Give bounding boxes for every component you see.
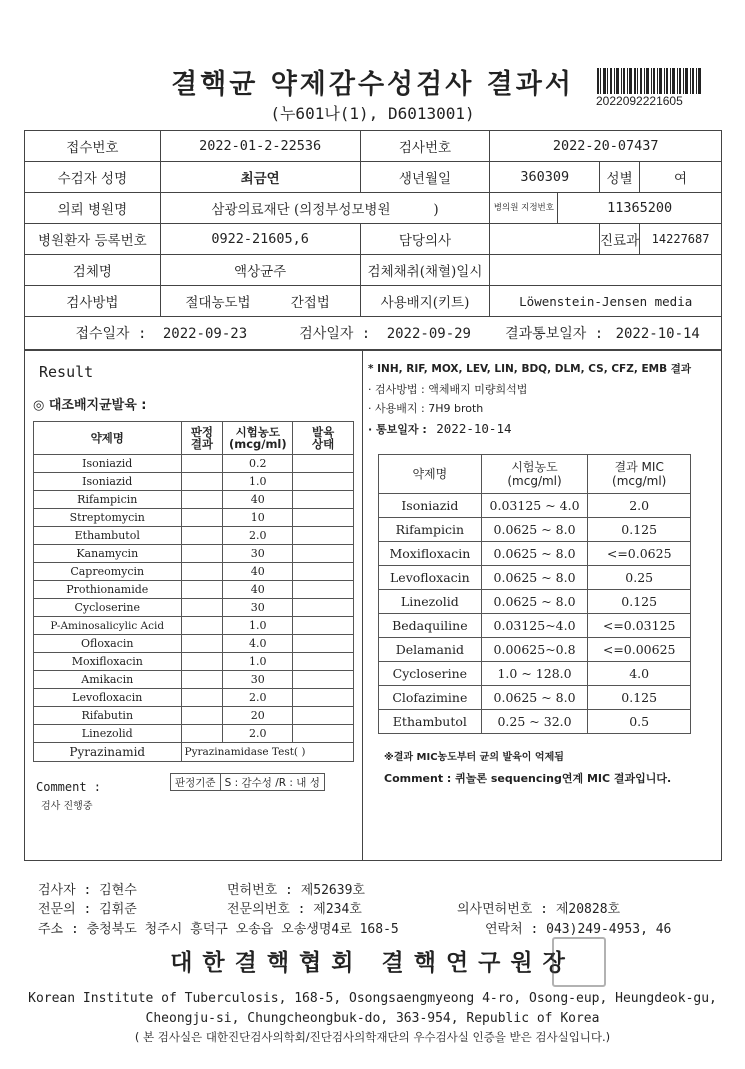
mic-drug-cell: Ethambutol xyxy=(379,710,482,734)
specialist: 전문의 : 김휘준 xyxy=(38,902,137,917)
pza-test: Pyrazinamidase Test( ) xyxy=(181,743,354,762)
specimen-label: 검체명 xyxy=(25,255,161,286)
concentration-cell: 1.0 xyxy=(223,617,293,635)
birth-label: 생년월일 xyxy=(360,162,490,193)
judgement-cell xyxy=(181,671,223,689)
report-date-label: 결과통보일자 : xyxy=(505,326,604,342)
control-growth-label: ◎ 대조배지균발육 : xyxy=(33,398,147,413)
pza-drug: Pyrazinamid xyxy=(34,743,182,762)
mic-concentration-cell: 0.0625 ~ 8.0 xyxy=(481,686,588,710)
growth-cell xyxy=(293,653,354,671)
mic-drug-cell: Clofazimine xyxy=(379,686,482,710)
method-value xyxy=(160,286,360,317)
drug-cell: Rifabutin xyxy=(34,707,182,725)
judgement-cell xyxy=(181,689,223,707)
growth-cell xyxy=(293,617,354,635)
specialist-number: 전문의번호 : 제234호 xyxy=(227,902,362,917)
contact: 연락처 : 043)249-4953, 46 xyxy=(485,922,672,937)
drug-cell: Linezolid xyxy=(34,725,182,743)
table-row xyxy=(34,617,354,635)
barcode xyxy=(597,68,701,94)
growth-cell xyxy=(293,635,354,653)
barcode-number: 2022092221605 xyxy=(596,94,683,108)
header-table xyxy=(24,130,722,350)
table-row xyxy=(34,689,354,707)
table-row xyxy=(379,662,691,686)
drug-cell: Kanamycin xyxy=(34,545,182,563)
criteria-box xyxy=(170,773,325,791)
judgement-cell xyxy=(181,599,223,617)
concentration-cell: 40 xyxy=(223,581,293,599)
growth-cell xyxy=(293,473,354,491)
judgement-cell xyxy=(181,527,223,545)
left-comment-text: 검사 진행중 xyxy=(41,801,93,812)
reg-no: 0922-21605,6 xyxy=(160,224,360,255)
tester: 검사자 : 김현수 xyxy=(38,883,137,898)
liquid-report-date-label: · 통보일자 : xyxy=(368,422,427,436)
concentration-cell: 30 xyxy=(223,671,293,689)
english-address-1: Korean Institute of Tuberculosis, 168-5, Osongsaengmyeong 4-ro, Osong-eup, Heungdeok-gu, xyxy=(28,991,717,1006)
mic-drug-cell: Moxifloxacin xyxy=(379,542,482,566)
drug-cell: Rifampicin xyxy=(34,491,182,509)
table-row xyxy=(34,509,354,527)
medium-value: Löwenstein-Jensen media xyxy=(490,286,722,317)
table-row xyxy=(34,707,354,725)
sex-value: 여 xyxy=(640,162,722,193)
table-row xyxy=(34,545,354,563)
method-2: 간접법 xyxy=(290,295,330,311)
birth-date: 360309 xyxy=(490,162,600,193)
liquid-drug-list: * INH, RIF, MOX, LEV, LIN, BDQ, DLM, CS, CFZ, EMB 결과 xyxy=(368,363,692,375)
receipt-no-label: 접수번호 xyxy=(25,131,161,162)
drug-cell: Prothionamide xyxy=(34,581,182,599)
mic-result-cell: 2.0 xyxy=(588,494,691,518)
official-seal xyxy=(552,937,606,987)
doctor-value xyxy=(490,224,600,255)
mic-note: ※결과 MIC농도부터 균의 발육이 억제됨 xyxy=(384,752,564,763)
mic-concentration-cell: 0.00625~0.8 xyxy=(481,638,588,662)
doctor-license: 의사면허번호 : 제20828호 xyxy=(457,902,621,917)
growth-cell xyxy=(293,671,354,689)
english-address-2: Cheongju-si, Chungcheongbuk-do, 363-954, Republic of Korea xyxy=(145,1011,600,1026)
growth-cell xyxy=(293,725,354,743)
table-row xyxy=(34,725,354,743)
table-row xyxy=(34,635,354,653)
drug-cell: P-Aminosalicylic Acid xyxy=(34,617,182,635)
test-date: 2022-09-29 xyxy=(386,326,471,342)
medium-label: 사용배지(키트) xyxy=(360,286,490,317)
table-row xyxy=(379,710,691,734)
judgement-cell xyxy=(181,509,223,527)
mic-drug-cell: Levofloxacin xyxy=(379,566,482,590)
liquid-medium: · 사용배지 : 7H9 broth xyxy=(368,402,484,415)
criteria-label: 판정기준 xyxy=(171,774,221,791)
concentration-cell: 2.0 xyxy=(223,725,293,743)
report-date: 2022-10-14 xyxy=(615,326,700,342)
mic-drug-cell: Delamanid xyxy=(379,638,482,662)
receipt-date: 2022-09-23 xyxy=(162,326,248,342)
table-row xyxy=(379,566,691,590)
table-row xyxy=(34,473,354,491)
drug-cell: Cycloserine xyxy=(34,599,182,617)
receipt-no: 2022-01-2-22536 xyxy=(160,131,360,162)
institute-name: 대한결핵협회 결핵연구원장 xyxy=(170,950,575,976)
table-row xyxy=(34,527,354,545)
hospital-label: 의뢰 병원명 xyxy=(25,193,161,224)
concentration-cell: 40 xyxy=(223,491,293,509)
mic-concentration-cell: 0.0625 ~ 8.0 xyxy=(481,542,588,566)
table-row xyxy=(379,614,691,638)
table-row xyxy=(34,653,354,671)
test-no: 2022-20-07437 xyxy=(490,131,722,162)
drug-cell: Isoniazid xyxy=(34,473,182,491)
dates-row xyxy=(25,317,722,350)
concentration-cell: 30 xyxy=(223,599,293,617)
table-row xyxy=(34,581,354,599)
mic-result-cell: 0.125 xyxy=(588,686,691,710)
tester-license: 면허번호 : 제52639호 xyxy=(227,883,365,898)
mic-result-cell: <=0.0625 xyxy=(588,542,691,566)
growth-cell xyxy=(293,491,354,509)
judgement-cell xyxy=(181,455,223,473)
table-row xyxy=(379,542,691,566)
drug-cell: Streptomycin xyxy=(34,509,182,527)
col-concentration: 시험농도 (mcg/ml) xyxy=(223,422,293,455)
judgement-cell xyxy=(181,635,223,653)
left-comment-label: Comment : xyxy=(36,780,102,794)
table-row xyxy=(379,638,691,662)
mic-col-drug: 약제명 xyxy=(379,455,482,494)
concentration-cell: 0.2 xyxy=(223,455,293,473)
mic-col-result: 결과 MIC (mcg/ml) xyxy=(588,455,691,494)
concentration-cell: 40 xyxy=(223,563,293,581)
table-row xyxy=(34,563,354,581)
mic-result-cell: 0.125 xyxy=(588,590,691,614)
concentration-cell: 2.0 xyxy=(223,689,293,707)
seal-char: 장 xyxy=(542,950,575,976)
document-title: 결핵균 약제감수성검사 결과서 xyxy=(171,69,574,100)
liquid-medium-info xyxy=(368,360,691,439)
mic-drug-cell: Isoniazid xyxy=(379,494,482,518)
drug-cell: Capreomycin xyxy=(34,563,182,581)
judgement-cell xyxy=(181,617,223,635)
concentration-cell: 1.0 xyxy=(223,653,293,671)
liquid-method: · 검사방법 : 액체배지 미량희석법 xyxy=(368,382,528,396)
mic-concentration-cell: 1.0 ~ 128.0 xyxy=(481,662,588,686)
drug-cell: Isoniazid xyxy=(34,455,182,473)
judgement-cell xyxy=(181,491,223,509)
growth-cell xyxy=(293,455,354,473)
judgement-cell xyxy=(181,707,223,725)
concentration-cell: 1.0 xyxy=(223,473,293,491)
table-row xyxy=(379,590,691,614)
drug-cell: Moxifloxacin xyxy=(34,653,182,671)
table-row xyxy=(34,455,354,473)
concentration-cell: 20 xyxy=(223,707,293,725)
result-divider xyxy=(362,350,363,861)
mic-drug-cell: Rifampicin xyxy=(379,518,482,542)
liquid-report-date: 2022-10-14 xyxy=(436,420,512,436)
mic-result-cell: 0.25 xyxy=(588,566,691,590)
mic-concentration-cell: 0.0625 ~ 8.0 xyxy=(481,518,588,542)
mic-drug-cell: Bedaquiline xyxy=(379,614,482,638)
mic-concentration-cell: 0.0625 ~ 8.0 xyxy=(481,566,588,590)
mic-result-cell: <=0.03125 xyxy=(588,614,691,638)
drug-cell: Amikacin xyxy=(34,671,182,689)
col-drug: 약제명 xyxy=(34,422,182,455)
reg-no-label: 병원환자 등록번호 xyxy=(25,224,161,255)
concentration-cell: 4.0 xyxy=(223,635,293,653)
hospital-name: 삼광의료재단 (의정부성모병원 ) xyxy=(160,193,490,224)
certification-note: ( 본 검사실은 대한진단검사의학회/진단검사의학재단의 우수검사실 인증을 받은 검사실입니다.) xyxy=(134,1030,611,1044)
judgement-cell xyxy=(181,725,223,743)
method-1: 절대농도법 xyxy=(185,295,251,311)
hospital-code: 11365200 xyxy=(558,193,722,224)
document-subtitle: (누601나(1), D6013001) xyxy=(270,104,475,123)
judgement-cell xyxy=(181,473,223,491)
mic-table xyxy=(378,454,691,734)
growth-cell xyxy=(293,563,354,581)
judgement-cell xyxy=(181,653,223,671)
test-no-label: 검사번호 xyxy=(360,131,490,162)
mic-result-cell: 4.0 xyxy=(588,662,691,686)
growth-cell xyxy=(293,509,354,527)
concentration-cell: 30 xyxy=(223,545,293,563)
growth-cell xyxy=(293,689,354,707)
collect-value xyxy=(490,255,722,286)
concentration-cell: 10 xyxy=(223,509,293,527)
mic-result-cell: 0.125 xyxy=(588,518,691,542)
growth-cell xyxy=(293,545,354,563)
table-row xyxy=(379,518,691,542)
growth-cell xyxy=(293,581,354,599)
mic-result-cell: <=0.00625 xyxy=(588,638,691,662)
drug-cell: Ofloxacin xyxy=(34,635,182,653)
specimen-value: 액상균주 xyxy=(160,255,360,286)
table-row xyxy=(379,494,691,518)
test-date-label: 검사일자 : xyxy=(299,326,371,342)
col-growth: 발육 상태 xyxy=(293,422,354,455)
address: 주소 : 충청북도 청주시 흥덕구 오송읍 오송생명4로 168-5 xyxy=(38,922,399,937)
method-label: 검사방법 xyxy=(25,286,161,317)
mic-result-cell: 0.5 xyxy=(588,710,691,734)
result-label: Result xyxy=(39,363,94,381)
criteria-value: S : 감수성 /R : 내 성 xyxy=(220,774,324,791)
concentration-cell: 2.0 xyxy=(223,527,293,545)
mic-concentration-cell: 0.03125~4.0 xyxy=(481,614,588,638)
hospital-code-label: 병의원 지정번호 xyxy=(490,193,558,224)
dept-value: 14227687 xyxy=(640,224,722,255)
solid-medium-table xyxy=(33,421,354,762)
doctor-label: 담당의사 xyxy=(360,224,490,255)
patient-name: 최금연 xyxy=(160,162,360,193)
patient-name-label: 수검자 성명 xyxy=(25,162,161,193)
mic-col-concentration: 시험농도 (mcg/ml) xyxy=(481,455,588,494)
judgement-cell xyxy=(181,563,223,581)
dept-label: 진료과 xyxy=(600,224,640,255)
col-judgement: 판정 결과 xyxy=(181,422,223,455)
table-row xyxy=(379,686,691,710)
judgement-cell xyxy=(181,545,223,563)
drug-cell: Levofloxacin xyxy=(34,689,182,707)
drug-cell: Ethambutol xyxy=(34,527,182,545)
growth-cell xyxy=(293,527,354,545)
growth-cell xyxy=(293,599,354,617)
mic-drug-cell: Cycloserine xyxy=(379,662,482,686)
mic-drug-cell: Linezolid xyxy=(379,590,482,614)
mic-concentration-cell: 0.25 ~ 32.0 xyxy=(481,710,588,734)
table-row xyxy=(34,671,354,689)
sex-label: 성별 xyxy=(600,162,640,193)
judgement-cell xyxy=(181,581,223,599)
right-comment: Comment : 퀴놀론 sequencing연계 MIC 결과입니다. xyxy=(384,772,672,785)
table-row xyxy=(34,491,354,509)
growth-cell xyxy=(293,707,354,725)
receipt-date-label: 접수일자 : xyxy=(75,326,147,342)
mic-concentration-cell: 0.03125 ~ 4.0 xyxy=(481,494,588,518)
collect-label: 검체채취(채혈)일시 xyxy=(360,255,490,286)
table-row xyxy=(34,599,354,617)
mic-concentration-cell: 0.0625 ~ 8.0 xyxy=(481,590,588,614)
